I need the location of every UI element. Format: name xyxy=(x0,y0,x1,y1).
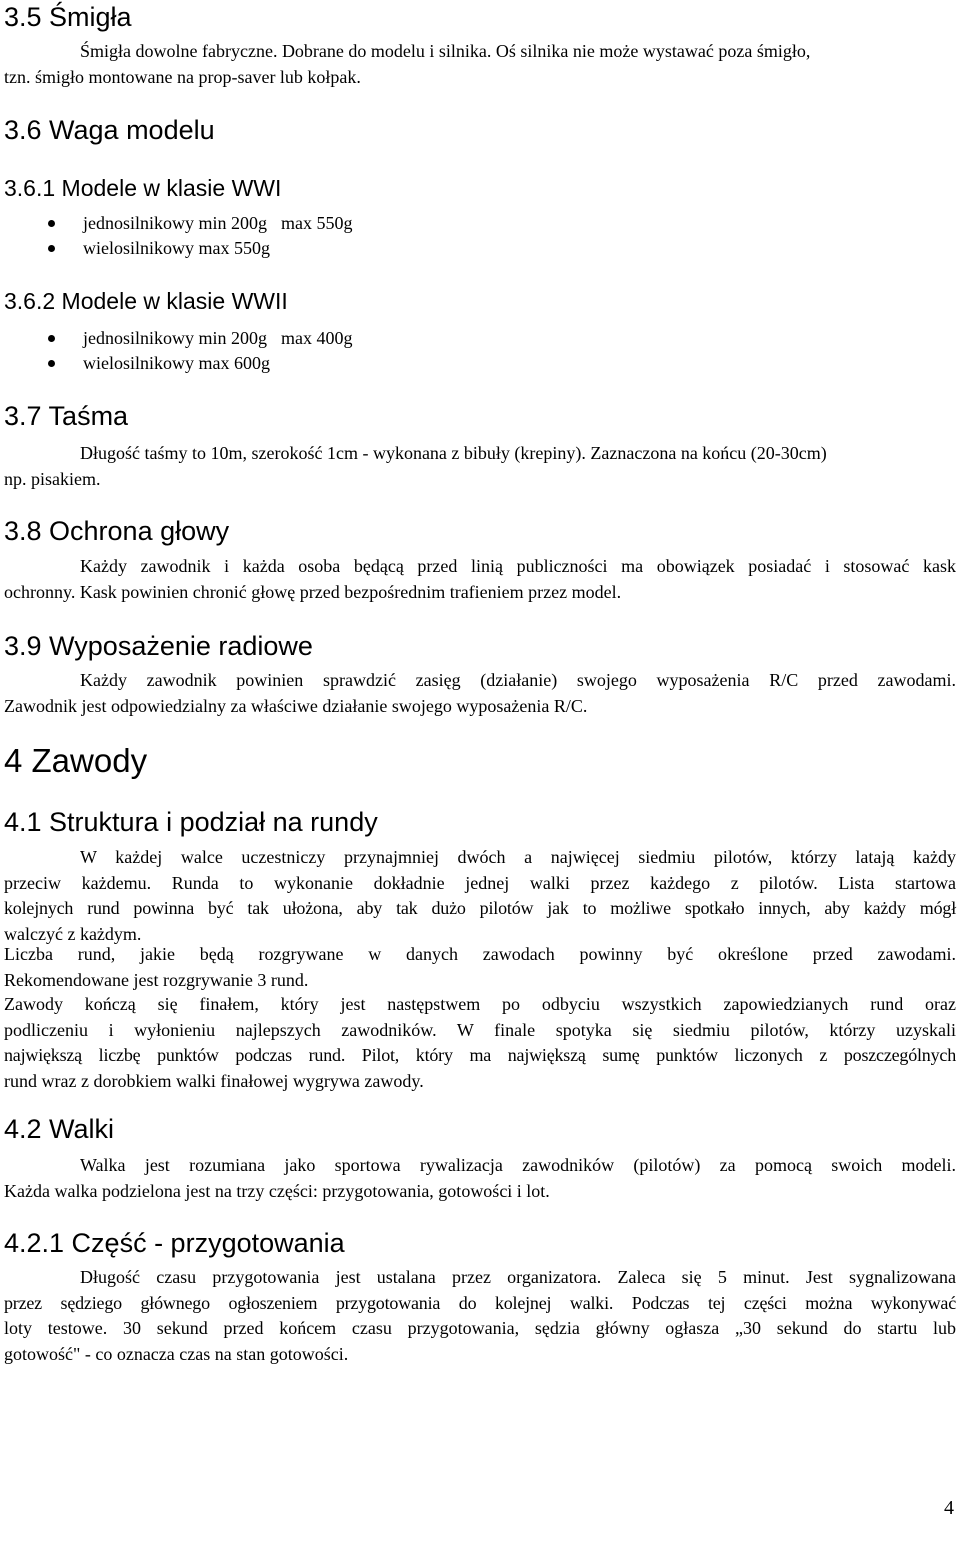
item-text: jednosilnikowy min 200g xyxy=(83,213,267,233)
list-3-6-1 xyxy=(0,211,353,261)
heading-3-9: 3.9 Wyposażenie radiowe xyxy=(4,631,313,661)
text-line: loty testowe. 30 sekund przed końcem czasu przygotowania, sędzia główny ogłasza „30 sekund do startu lub xyxy=(4,1318,956,1338)
bullet-icon xyxy=(48,245,55,252)
text-line: gotowość" - co oznacza czas na stan gotowości. xyxy=(4,1343,349,1364)
heading-3-5: 3.5 Śmigła xyxy=(4,2,132,32)
text-line: podliczeniu i wyłonieniu najlepszych zawodników. W finale spotyka się siedmiu pilotów, którzy uzyskali xyxy=(4,1019,956,1040)
heading-3-6-2: 3.6.2 Modele w klasie WWII xyxy=(4,288,288,314)
text-line: Każdy zawodnik powinien sprawdzić zasięg (działanie) swojego wyposażenia R/C przed zawodami. xyxy=(80,670,956,690)
text-line: Rekomendowane jest rozgrywanie 3 rund. xyxy=(4,969,309,990)
page-number: 4 xyxy=(944,1497,954,1519)
text-line: przez sędziego głównego ogłoszeniem przygotowania do kolejnej walki. Podczas tej części można wykonywać xyxy=(4,1292,956,1313)
bullet-icon xyxy=(48,335,55,342)
heading-4-2-1: 4.2.1 Część - przygotowania xyxy=(4,1228,345,1258)
heading-3-6: 3.6 Waga modelu xyxy=(4,115,215,145)
paragraph-4-2 xyxy=(4,1153,956,1204)
item-text: wielosilnikowy max 550g xyxy=(83,238,270,258)
text-line: Liczba rund, jakie będą rozgrywane w danych zawodach powinny być określone przed zawodami. xyxy=(4,944,956,964)
text-line: Zawody kończą się finałem, który jest następstwem po odbyciu wszystkich zapowiedzianych rund oraz xyxy=(4,994,956,1014)
text-line: Długość taśmy to 10m, szerokość 1cm - wykonana z bibuły (krepiny). Zaznaczona na końcu (20-30cm) xyxy=(80,443,827,463)
text-line: rund wraz z dorobkiem walki finałowej wygrywa zawody. xyxy=(4,1070,424,1091)
list-item xyxy=(0,211,353,236)
paragraph-4-1-c xyxy=(4,992,956,1094)
text-line: Każdy zawodnik i każda osoba będącą przed linią publiczności ma obowiązek posiadać i stosować kask xyxy=(80,556,956,576)
heading-4-2: 4.2 Walki xyxy=(4,1114,115,1144)
item-text-max: max 400g xyxy=(281,328,353,348)
list-item xyxy=(0,236,353,261)
heading-3-8: 3.8 Ochrona głowy xyxy=(4,516,230,546)
heading-4-1: 4.1 Struktura i podział na rundy xyxy=(4,807,378,837)
heading-3-6-1: 3.6.1 Modele w klasie WWI xyxy=(4,175,282,201)
heading-4: 4 Zawody xyxy=(4,742,148,779)
paragraph-3-9 xyxy=(4,668,956,719)
text-line: Śmigła dowolne fabryczne. Dobrane do modelu i silnika. Oś silnika nie może wystawać poza śmigło, xyxy=(80,41,811,61)
text-line: W każdej walce uczestniczy przynajmniej dwóch a najwięcej siedmiu pilotów, którzy latają każdy xyxy=(80,847,956,867)
paragraph-4-1-b xyxy=(4,942,956,993)
text-line: Długość czasu przygotowania jest ustalana przez organizatora. Zaleca się 5 minut. Jest sygnalizowana xyxy=(80,1267,956,1287)
text-line: np. pisakiem. xyxy=(4,468,101,489)
item-text-max: max 550g xyxy=(281,213,353,233)
paragraph-4-2-1 xyxy=(4,1265,956,1367)
bullet-icon xyxy=(48,220,55,227)
text-line: Każda walka podzielona jest na trzy części: przygotowania, gotowości i lot. xyxy=(4,1180,550,1201)
item-text: wielosilnikowy max 600g xyxy=(83,353,270,373)
list-item xyxy=(0,351,353,376)
text-line: tzn. śmigło montowane na prop-saver lub kołpak. xyxy=(4,66,361,87)
text-line: walczyć z każdym. xyxy=(4,923,142,944)
paragraph-3-7 xyxy=(4,441,956,492)
bullet-icon xyxy=(48,360,55,367)
text-line: największą liczbę punktów podczas rund. Pilot, który ma największą sumę punktów liczonych z poszczególnych xyxy=(4,1045,956,1065)
paragraph-3-5 xyxy=(4,39,956,90)
list-item xyxy=(0,326,353,351)
list-3-6-2 xyxy=(0,326,353,376)
heading-3-7: 3.7 Taśma xyxy=(4,401,129,431)
paragraph-4-1-a xyxy=(4,845,956,947)
paragraph-3-8 xyxy=(4,554,956,605)
text-line: Zawodnik jest odpowiedzialny za właściwe działanie swojego wyposażenia R/C. xyxy=(4,695,588,716)
item-text: jednosilnikowy min 200g xyxy=(83,328,267,348)
text-line: Walka jest rozumiana jako sportowa rywalizacja zawodników (pilotów) za pomocą swoich modeli. xyxy=(80,1155,956,1175)
text-line: przeciw każdemu. Runda to wykonanie dokładnie jednej walki przez każdego z pilotów. Lista startowa xyxy=(4,872,956,893)
text-line: ochronny. Kask powinien chronić głowę przed bezpośrednim trafieniem przez model. xyxy=(4,581,622,602)
text-line: kolejnych rund powinna być tak ułożona, aby tak dużo pilotów jak to możliwe spotkało innych, aby każdy mógł xyxy=(4,898,956,918)
